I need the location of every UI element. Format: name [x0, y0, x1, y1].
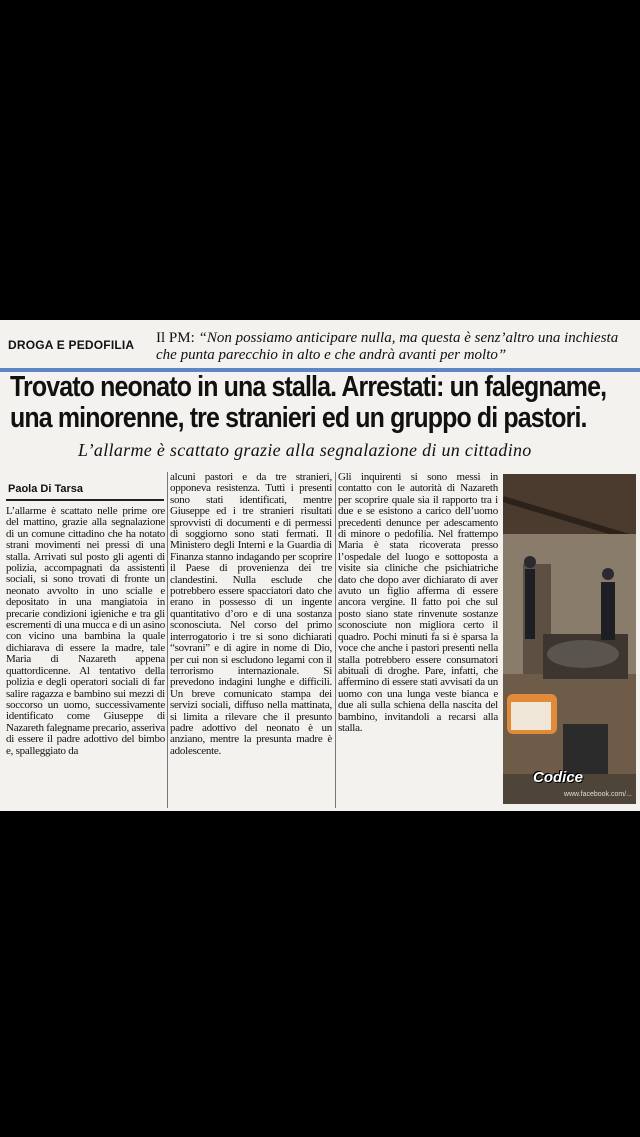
pm-label: Il PM:	[156, 330, 199, 346]
news-photo	[503, 474, 636, 804]
article-column-3: Gli inquirenti si sono messi in contatto con le autorità di Nazareth per scoprire quale sia il rapporto tra i due e se esistono a carico dell’uomo precedenti denunce per adescamento di minore o pedofilia. Nel frattempo Maria è stata ricoverata presso l’ospedale del luogo e sottoposta a visite sia cliniche che psichiatriche dato che dopo aver dichiarato di aver avuto un figlio afferma di essere ancora vergine. Il fatto poi che sul posto siano state rinvenute sostanze sconosciute non migliora certo il quadro. Pochi minuti fa si è sparsa la voce che anche i pastori presenti nella stalla potrebbero essere consumatori abituali di droghe. Pare, infatti, che affermino di essere stati avvisati da un uomo con una lunga veste bianca e due ali sulla schiena della nascita del bambino, invitandoli a recarsi alla stalla.	[338, 472, 498, 734]
section-tag: DROGA E PEDOFILIA	[8, 338, 135, 352]
byline: Paola Di Tarsa	[8, 483, 83, 495]
column-divider	[167, 472, 168, 808]
pm-quote	[156, 330, 636, 364]
photo-watermark-logo: Codice	[533, 769, 584, 786]
pm-quote-text: “Non possiamo anticipare nulla, ma questa è senz’altro una inchiesta che punta parecchio in alto e che andrà avanti per molto”	[156, 330, 619, 363]
photo-watermark-url: www.facebook.com/...	[563, 791, 632, 798]
headline: Trovato neonato in una stalla. Arrestati: un falegname, una minorenne, tre stranieri ed un gruppo di pastori.	[10, 371, 607, 434]
subheadline: L’allarme è scattato grazie alla segnalazione di un cittadino	[78, 440, 532, 460]
article-column-1: L’allarme è scattato nelle prime ore del mattino, grazie alla segnalazione di un comune cittadino che ha notato strani movimenti nei pressi di una stalla. Arrivati sul posto gli agenti di polizia, accompagnati da assistenti sociali, si sono trovati di fronte un neonato avvolto in uno scialle e depositato in una mangiatoia in precarie condizioni igieniche e tra gli escrementi di una mucca e di un asino con vicino una bambina la quale dichiarava di essere la madre, tale Maria di Nazareth appena quattordicenne. Al tentativo della polizia e degli operatori sociali di far salire ragazza e bambino sui mezzi di soccorso un uomo, successivamente identificato come Giuseppe di Nazareth falegname precario, asseriva di essere il padre adottivo del bimbo e, spalleggiato da	[6, 506, 165, 757]
header-strip	[0, 320, 640, 366]
byline-rule	[6, 499, 164, 501]
newspaper-clipping	[0, 320, 640, 811]
column-divider	[335, 472, 336, 808]
article-column-2: alcuni pastori e da tre stranieri, opponeva resistenza. Tutti i presenti sono stati identificati, mentre Giuseppe ed i tre stranieri risultati sprovvisti di documenti e di permessi di soggiorno sono stati fermati. Il Ministero degli Interni e la Guardia di Finanza stanno indagando per scoprire il Paese di provenienza dei tre clandestini. Nulla esclude che potrebbero essere spacciatori dato che erano in possesso di un ingente quantitativo d’oro e di una sostanza sconosciuta. Nel corso del primo interrogatorio i tre si sono dichiarati “sovrani” e di agire in nome di Dio, per cui non si escludono legami con il terrorismo internazionale. Si prevedono indagini lunghe e difficili. Un breve comunicato stampa dei servizi sociali, diffuso nella mattinata, si limita a rilevare che il presunto padre adottivo del neonato è un anziano, mentre la presunta madre è adolescente.	[170, 472, 332, 757]
stable-scene-illustration	[503, 474, 636, 804]
